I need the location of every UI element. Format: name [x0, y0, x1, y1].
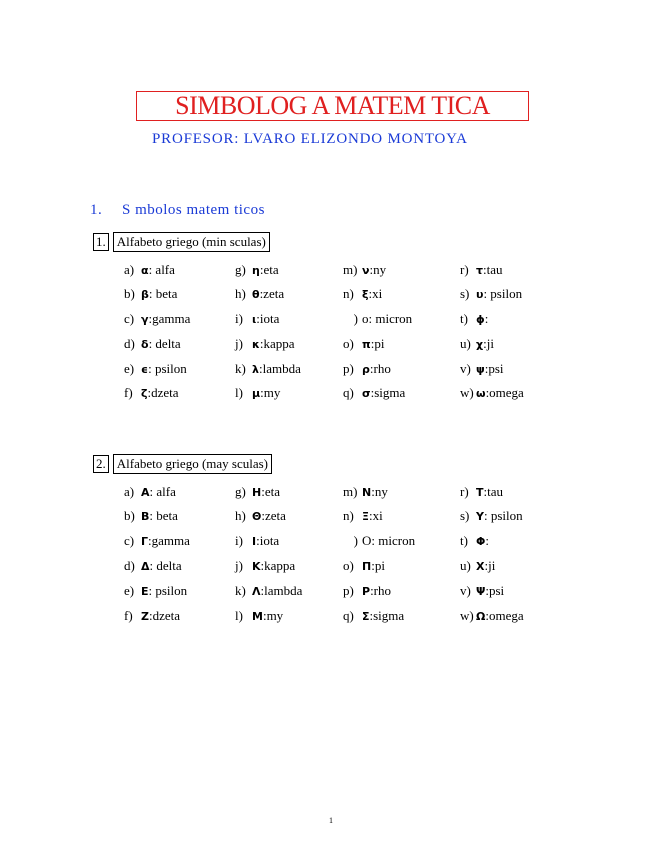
item-letter: d)	[124, 336, 135, 351]
subsection-number: 1.	[93, 233, 109, 251]
greek-letter-item	[124, 262, 175, 278]
subsection-label: Alfabeto griego (min sculas)	[113, 232, 270, 252]
greek-name: : alfa	[149, 484, 176, 499]
item-letter: t)	[460, 533, 468, 548]
greek-letter-item	[235, 385, 280, 401]
greek-symbol: N	[362, 486, 372, 499]
greek-letter-item	[460, 286, 522, 302]
greek-symbol: Σ	[362, 610, 370, 623]
item-letter: k)	[235, 361, 246, 376]
greek-name: :zeta	[259, 286, 285, 301]
item-letter: p)	[343, 583, 354, 598]
item-letter: r)	[460, 484, 469, 499]
greek-letter-item	[235, 608, 283, 624]
greek-letter-item	[235, 508, 286, 524]
greek-letter-item	[235, 262, 279, 278]
item-letter: c)	[124, 533, 135, 548]
greek-letter-item	[235, 361, 301, 377]
greek-symbol: X	[476, 560, 485, 573]
greek-letter-item	[235, 311, 279, 327]
greek-name: :iota	[256, 533, 280, 548]
item-letter: t)	[460, 311, 468, 326]
greek-letter-item	[460, 533, 489, 549]
greek-name: : beta	[148, 286, 178, 301]
greek-symbol: Ξ	[362, 510, 369, 523]
greek-letter-item	[124, 385, 179, 401]
greek-symbol: β	[141, 288, 149, 301]
item-letter: d)	[124, 558, 135, 573]
item-letter: e)	[124, 361, 135, 376]
greek-name: :	[484, 311, 489, 326]
greek-letter-item	[124, 508, 178, 524]
greek-symbol: ϕ	[476, 313, 485, 326]
greek-letter-item	[343, 286, 382, 302]
item-letter: o)	[343, 336, 354, 351]
greek-name: :ji	[484, 558, 496, 573]
greek-name: :kappa	[259, 336, 295, 351]
greek-symbol: τ	[476, 264, 484, 277]
greek-symbol: T	[476, 486, 484, 499]
greek-letter-item	[460, 558, 495, 574]
greek-symbol: M	[252, 610, 263, 623]
item-letter: r)	[460, 262, 469, 277]
greek-letter-item	[124, 311, 190, 327]
item-letter: i)	[235, 533, 243, 548]
greek-name: : delta	[148, 336, 181, 351]
greek-name: :ji	[483, 336, 494, 351]
greek-letter-item	[343, 608, 404, 624]
greek-name: : psilon	[483, 508, 523, 523]
greek-letter-item	[343, 311, 412, 327]
greek-letter-item	[460, 508, 523, 524]
subsection-number: 2.	[93, 455, 109, 473]
greek-letter-item	[343, 484, 388, 500]
greek-letter-item	[124, 336, 181, 352]
greek-letter-item	[124, 361, 187, 377]
greek-symbol: Y	[476, 510, 484, 523]
subsection-label: Alfabeto griego (may sculas)	[113, 454, 272, 474]
greek-letter-item	[460, 608, 524, 624]
greek-symbol: γ	[141, 313, 149, 326]
greek-symbol: ρ	[362, 363, 370, 376]
greek-letter-item	[124, 608, 180, 624]
greek-symbol: μ	[252, 387, 261, 400]
greek-name: : psilon	[148, 361, 187, 376]
item-letter: s)	[460, 508, 470, 523]
greek-letter-item	[124, 533, 190, 549]
greek-name: : psilon	[483, 286, 523, 301]
greek-symbol: υ	[476, 288, 484, 301]
greek-name: :zeta	[261, 508, 286, 523]
section-number: 1.	[90, 202, 103, 218]
greek-letter-item	[235, 558, 295, 574]
greek-name: :omega	[485, 385, 524, 400]
greek-letter-item	[235, 336, 294, 352]
item-letter: )	[353, 533, 358, 548]
item-letter: a)	[124, 262, 135, 277]
greek-letter-item	[343, 262, 386, 278]
greek-symbol: Λ	[252, 585, 261, 598]
greek-letter-item	[343, 336, 384, 352]
greek-name: :gamma	[148, 311, 191, 326]
greek-name: :eta	[261, 484, 280, 499]
item-letter: e)	[124, 583, 135, 598]
greek-name: :ny	[369, 262, 387, 277]
greek-symbol: Φ	[476, 535, 486, 548]
greek-name: :my	[260, 385, 281, 400]
greek-name: O: micron	[362, 533, 416, 548]
greek-name: :tau	[483, 262, 503, 277]
greek-letter-item	[124, 286, 177, 302]
item-letter: u)	[460, 336, 471, 351]
greek-letter-item	[235, 533, 279, 549]
greek-letter-item	[235, 484, 280, 500]
greek-letter-item	[343, 533, 415, 549]
greek-symbol: π	[362, 338, 371, 351]
item-letter: g)	[235, 262, 246, 277]
greek-symbol: ξ	[362, 288, 369, 301]
greek-name: :sigma	[370, 385, 406, 400]
greek-name: :lambda	[258, 361, 301, 376]
item-letter: f)	[124, 385, 133, 400]
item-letter: p)	[343, 361, 354, 376]
greek-name: :tau	[483, 484, 504, 499]
item-letter: b)	[124, 286, 135, 301]
greek-letter-item	[460, 484, 503, 500]
item-letter: s)	[460, 286, 470, 301]
greek-letter-item	[124, 484, 176, 500]
item-letter: h)	[235, 286, 246, 301]
item-letter: l)	[235, 385, 243, 400]
greek-symbol: K	[252, 560, 261, 573]
greek-name: :iota	[256, 311, 280, 326]
document-subtitle: PROFESOR: LVARO ELIZONDO MONTOYA	[152, 131, 468, 147]
greek-name: :xi	[368, 286, 383, 301]
greek-name: :eta	[259, 262, 279, 277]
greek-name: :	[485, 533, 489, 548]
item-letter: )	[353, 311, 358, 326]
item-letter: m)	[343, 484, 358, 499]
greek-symbol: ζ	[141, 387, 148, 400]
section-heading	[90, 202, 265, 219]
item-letter: l)	[235, 608, 243, 623]
greek-symbol: Γ	[141, 535, 149, 548]
item-letter: q)	[343, 608, 354, 623]
greek-symbol: λ	[252, 363, 259, 376]
greek-letter-item	[460, 583, 504, 599]
greek-letter-item	[124, 583, 187, 599]
greek-symbol: σ	[362, 387, 371, 400]
greek-symbol: Θ	[252, 510, 262, 523]
greek-name: : beta	[149, 508, 178, 523]
item-letter: b)	[124, 508, 135, 523]
greek-letter-item	[343, 558, 385, 574]
item-letter: w)	[460, 608, 474, 623]
greek-letter-item	[460, 385, 524, 401]
greek-symbol: H	[252, 486, 262, 499]
greek-name: :psi	[485, 583, 505, 598]
greek-letter-item	[343, 385, 405, 401]
greek-symbol: I	[252, 535, 257, 548]
greek-letter-item	[235, 286, 284, 302]
document-title: SIMBOLOG A MATEM TICA	[136, 91, 529, 121]
greek-symbol: B	[141, 510, 150, 523]
greek-name: o: micron	[362, 311, 413, 326]
subsection-heading-lowercase	[93, 232, 270, 252]
greek-letter-item	[460, 336, 494, 352]
greek-name: :rho	[370, 583, 392, 598]
item-letter: q)	[343, 385, 354, 400]
item-letter: k)	[235, 583, 246, 598]
page-number: 1	[329, 816, 333, 825]
greek-symbol: α	[141, 264, 149, 277]
greek-name: :kappa	[260, 558, 296, 573]
item-letter: j)	[235, 558, 243, 573]
greek-name: :dzeta	[148, 608, 181, 623]
greek-letter-item	[460, 361, 504, 377]
item-letter: o)	[343, 558, 354, 573]
greek-name: : psilon	[148, 583, 188, 598]
greek-name: :gamma	[148, 533, 190, 548]
greek-letter-item	[460, 262, 503, 278]
item-letter: n)	[343, 508, 354, 523]
item-letter: g)	[235, 484, 246, 499]
item-letter: w)	[460, 385, 474, 400]
greek-letter-item	[343, 508, 383, 524]
item-letter: m)	[343, 262, 358, 277]
greek-letter-item	[124, 558, 182, 574]
greek-letter-item	[343, 583, 391, 599]
greek-name: :dzeta	[147, 385, 179, 400]
greek-symbol: Ψ	[476, 585, 486, 598]
greek-name: :rho	[369, 361, 391, 376]
greek-symbol: ω	[476, 387, 486, 400]
item-letter: h)	[235, 508, 246, 523]
greek-symbol: θ	[252, 288, 260, 301]
greek-letter-item	[460, 311, 488, 327]
greek-name: :lambda	[260, 583, 303, 598]
item-letter: u)	[460, 558, 471, 573]
greek-letter-item	[343, 361, 391, 377]
greek-name: :ny	[371, 484, 388, 499]
item-letter: f)	[124, 608, 133, 623]
greek-symbol: A	[141, 486, 150, 499]
greek-letter-item	[235, 583, 302, 599]
item-letter: c)	[124, 311, 135, 326]
greek-symbol: ι	[252, 313, 257, 326]
greek-name: :sigma	[369, 608, 405, 623]
greek-symbol: Ω	[476, 610, 486, 623]
greek-symbol: η	[252, 264, 260, 277]
greek-symbol: δ	[141, 338, 149, 351]
greek-symbol: χ	[476, 338, 484, 351]
item-letter: v)	[460, 361, 471, 376]
subsection-heading-uppercase	[93, 454, 272, 474]
greek-symbol: ψ	[476, 363, 485, 376]
greek-name: : alfa	[148, 262, 175, 277]
greek-symbol: E	[141, 585, 149, 598]
greek-name: :omega	[485, 608, 524, 623]
section-title: S mbolos matem ticos	[122, 202, 265, 218]
item-letter: v)	[460, 583, 471, 598]
greek-symbol: ν	[362, 264, 370, 277]
greek-name: :pi	[371, 558, 385, 573]
greek-symbol: κ	[252, 338, 260, 351]
greek-name: :pi	[370, 336, 385, 351]
item-letter: n)	[343, 286, 354, 301]
greek-symbol: ϵ	[141, 363, 149, 376]
greek-symbol: Π	[362, 560, 372, 573]
greek-name: :psi	[484, 361, 504, 376]
greek-symbol: P	[362, 585, 371, 598]
greek-symbol: Δ	[141, 560, 150, 573]
greek-name: : delta	[149, 558, 182, 573]
item-letter: a)	[124, 484, 135, 499]
greek-name: :xi	[368, 508, 383, 523]
greek-name: :my	[262, 608, 284, 623]
greek-symbol: Z	[141, 610, 149, 623]
item-letter: j)	[235, 336, 243, 351]
item-letter: i)	[235, 311, 243, 326]
